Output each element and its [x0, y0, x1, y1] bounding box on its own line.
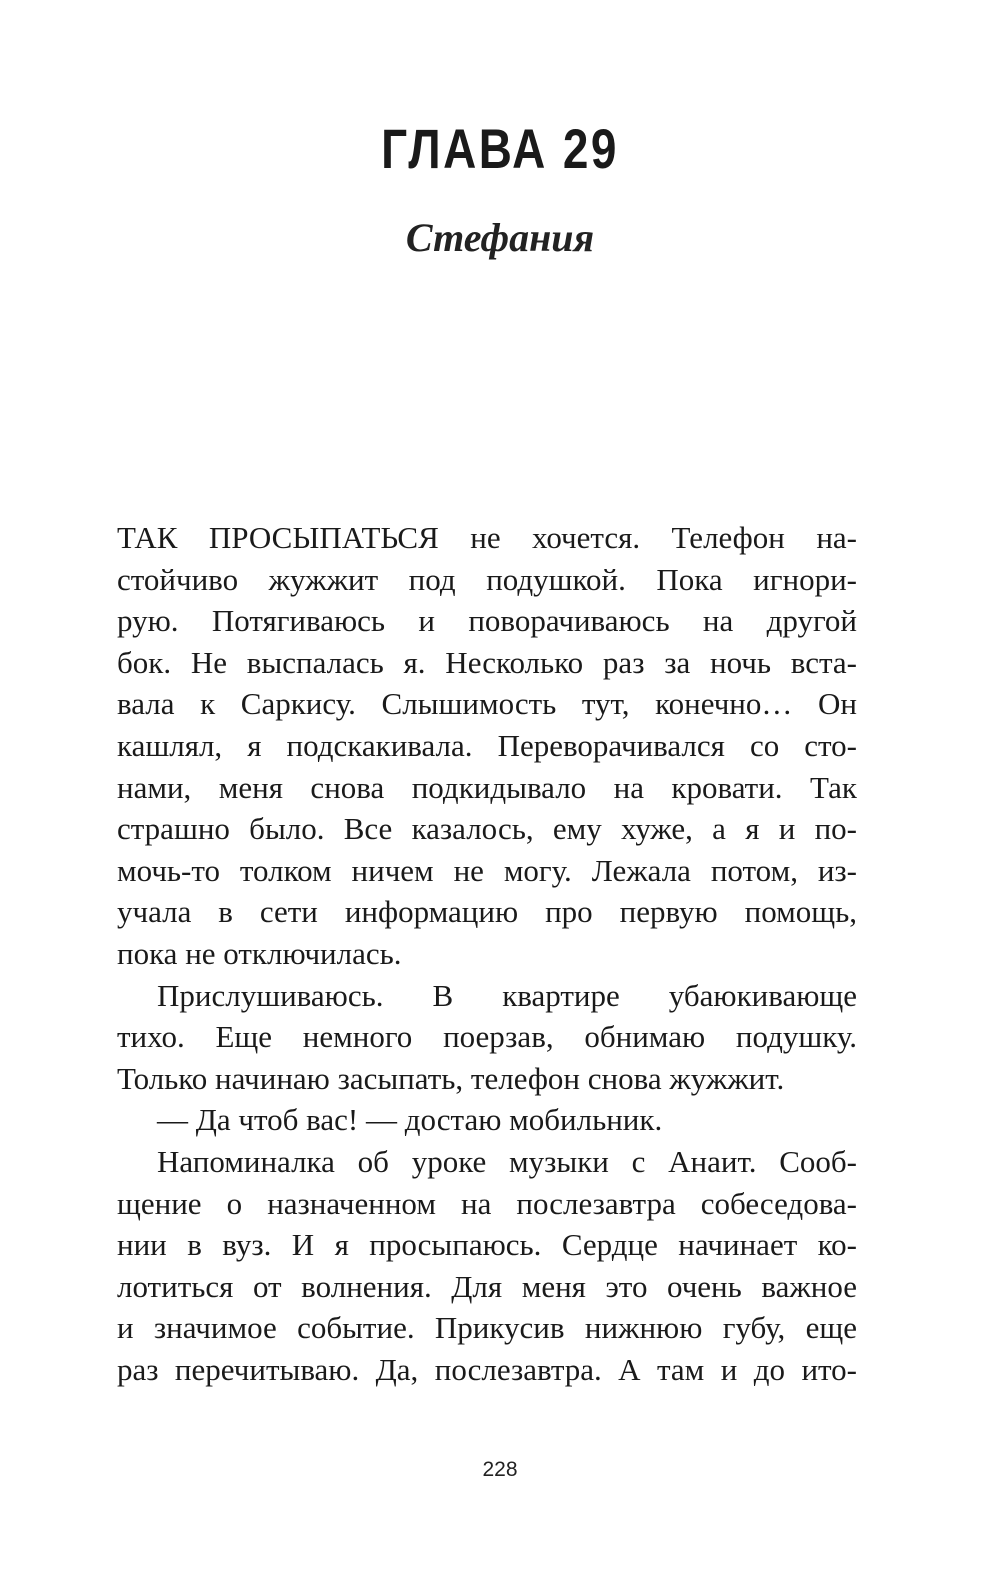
page-number: 228	[482, 1458, 518, 1481]
text-line: кашлял, я подскакивала. Переворачивался со сто-	[117, 727, 857, 763]
body-text	[117, 517, 857, 1390]
text-line: стойчиво жужжит под подушкой. Пока игнори-	[117, 561, 857, 597]
text-line: щение о назначенном на послезавтра собеседова-	[117, 1185, 857, 1221]
chapter-subtitle: Стефания	[405, 215, 595, 260]
text-line: нами, меня снова подкидывало на кровати. Так	[117, 769, 857, 805]
text-line: мочь-то толком ничем не могу. Лежала потом, из-	[117, 852, 857, 888]
chapter-title: ГЛАВА 29	[381, 117, 619, 180]
text-line: пока не отключилась.	[117, 935, 402, 971]
text-line: Только начинаю засыпать, телефон снова жужжит.	[117, 1060, 785, 1096]
text-line: Прислушиваюсь. В квартире убаюкивающе	[157, 977, 857, 1013]
text-line: лотиться от волнения. Для меня это очень важное	[117, 1268, 857, 1304]
text-line: ТАК ПРОСЫПАТЬСЯ не хочется. Телефон на-	[117, 520, 857, 555]
text-line: тихо. Еще немного поерзав, обнимаю подушку.	[117, 1019, 857, 1055]
text-line: — Да чтоб вас! — достаю мобильник.	[157, 1102, 663, 1138]
text-line: и значимое событие. Прикусив нижнюю губу, еще	[117, 1310, 857, 1346]
text-line: Напоминалка об уроке музыки с Анаит. Сооб-	[157, 1143, 857, 1179]
text-line: рую. Потягиваюсь и поворачиваюсь на другой	[117, 603, 857, 639]
text-line: бок. Не выспалась я. Несколько раз за ночь вста-	[117, 644, 857, 680]
text-line: вала к Саркису. Слышимость тут, конечно… Он	[117, 686, 857, 722]
text-line: раз перечитываю. Да, послезавтра. А там и до ито-	[117, 1351, 857, 1387]
text-line: страшно было. Все казалось, ему хуже, а я и по-	[117, 811, 857, 847]
text-line: учала в сети информацию про первую помощь,	[117, 894, 857, 930]
text-line: нии в вуз. И я просыпаюсь. Сердце начинает ко-	[117, 1227, 857, 1263]
